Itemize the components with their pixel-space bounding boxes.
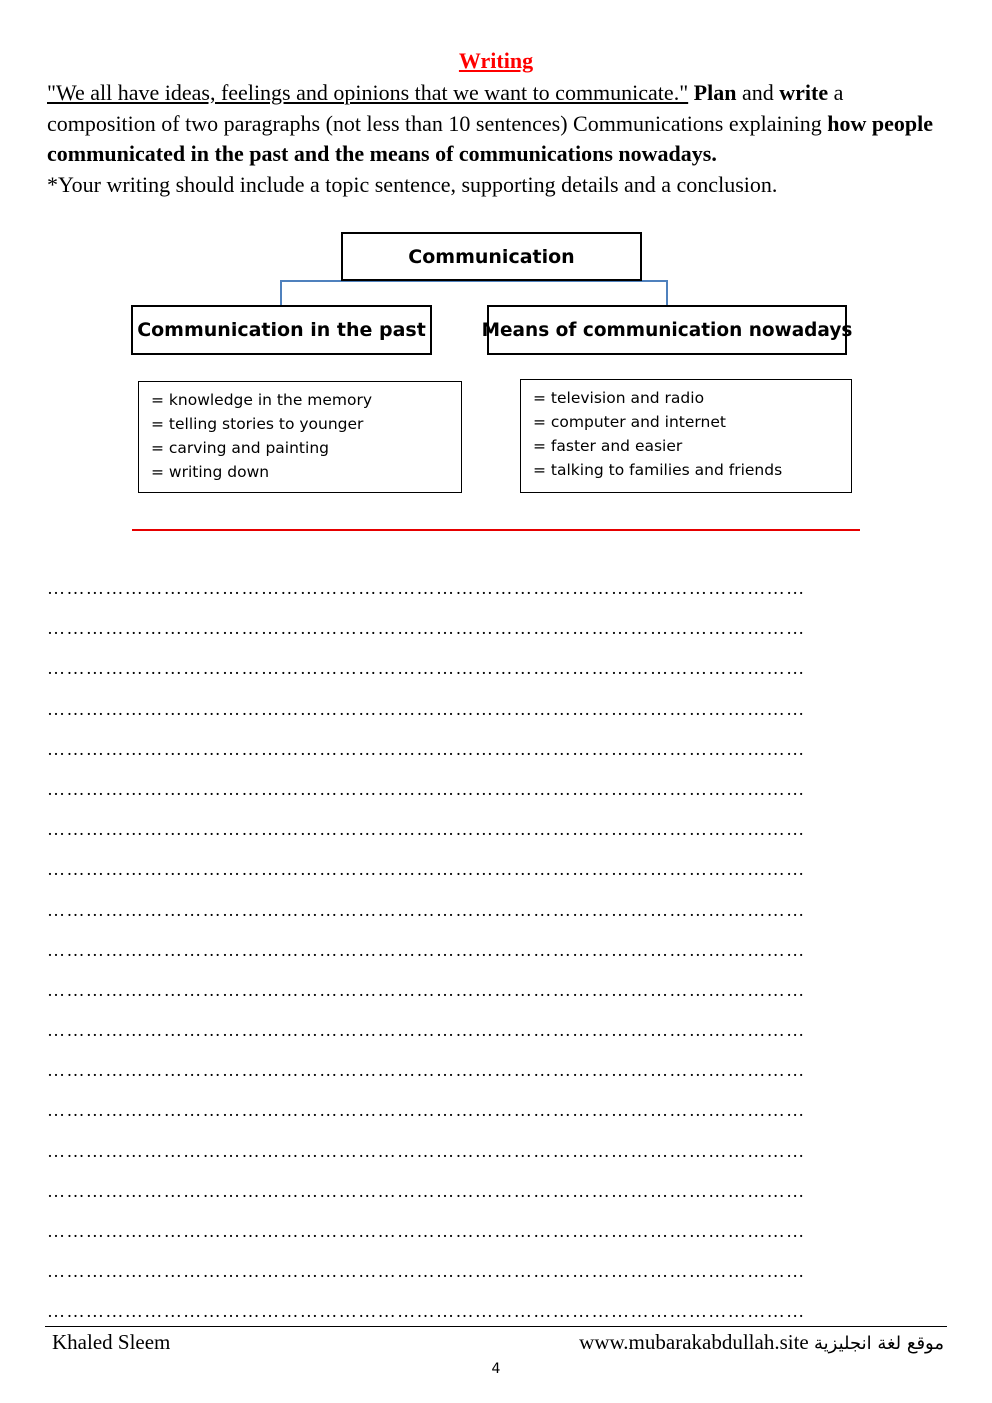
writing-line[interactable]: ……………………………………………………………………………………………………… [47, 1221, 806, 1241]
writing-line[interactable]: ……………………………………………………………………………………………………… [47, 738, 806, 759]
writing-line[interactable]: ……………………………………………………………………………………………………… [47, 899, 806, 920]
page-number: 4 [491, 1361, 501, 1377]
writing-line[interactable]: ……………………………………………………………………………………………………… [47, 618, 806, 639]
connector-line [281, 281, 667, 305]
diagram-past-box [131, 305, 432, 355]
writing-line[interactable]: ……………………………………………………………………………………………………… [47, 1100, 806, 1121]
list-item: = knowledge in the memory [151, 391, 373, 409]
writing-line[interactable]: ……………………………………………………………………………………………………… [47, 939, 806, 960]
plan-word: Plan [693, 80, 737, 105]
list-item: = writing down [151, 463, 270, 481]
list-item: = telling stories to younger [151, 415, 364, 433]
writing-line[interactable]: ……………………………………………………………………………………………………… [47, 1020, 806, 1041]
writing-line[interactable]: ……………………………………………………………………………………………………… [47, 1140, 806, 1161]
list-item: = computer and internet [533, 413, 726, 431]
instructions-middle: composition of two paragraphs (not less than 10 sentences) Communications explaining [47, 110, 822, 136]
writing-line[interactable]: ……………………………………………………………………………………………………… [47, 778, 806, 799]
page-title: Writing [458, 48, 534, 73]
footer-rule [45, 1326, 947, 1327]
writing-line[interactable]: ……………………………………………………………………………………………………… [47, 658, 806, 679]
writing-line[interactable]: ……………………………………………………………………………………………………… [47, 698, 806, 719]
diagram-main-box [341, 232, 642, 281]
diagram-now-label: Means of communication nowadays [481, 319, 853, 341]
footer-site-url: www.mubarakabdullah.site [579, 1330, 809, 1354]
now-list-box [520, 379, 852, 493]
red-divider [132, 529, 860, 531]
list-item: = television and radio [533, 389, 705, 407]
list-item: = carving and painting [151, 439, 329, 457]
footer-author: Khaled Sleem [52, 1330, 171, 1354]
and-word: and [741, 80, 774, 105]
diagram-past-label: Communication in the past [137, 319, 426, 341]
writing-line[interactable]: ……………………………………………………………………………………………………… [47, 578, 806, 598]
writing-line[interactable]: ……………………………………………………………………………………………………… [47, 1060, 806, 1081]
writing-line[interactable]: ……………………………………………………………………………………………………… [47, 859, 806, 880]
instructions-note: *Your writing should include a topic sentence, supporting details and a conclusion. [47, 171, 778, 197]
list-item: = faster and easier [533, 437, 683, 455]
writing-line[interactable]: ……………………………………………………………………………………………………… [47, 1261, 806, 1282]
writing-area[interactable] [47, 568, 942, 1332]
past-list-box [138, 381, 462, 493]
instructions-bold-end: how people communicated in the past and the means of communications nowadays. [47, 110, 933, 166]
quote: "We all have ideas, feelings and opinions that we want to communicate." [47, 80, 689, 105]
writing-line[interactable]: ……………………………………………………………………………………………………… [47, 1180, 806, 1201]
diagram-main-label: Communication [408, 245, 575, 268]
list-item: = talking to families and friends [533, 461, 783, 479]
footer-site [579, 1330, 944, 1355]
writing-line[interactable]: ……………………………………………………………………………………………………… [47, 1301, 806, 1322]
write-word: write [779, 80, 829, 105]
a-word: a [833, 80, 844, 105]
footer-site-arabic: موقع لغة انجليزية [814, 1333, 944, 1354]
diagram-now-box [481, 305, 853, 355]
writing-line[interactable]: ……………………………………………………………………………………………………… [47, 819, 806, 840]
writing-line[interactable]: ……………………………………………………………………………………………………… [47, 979, 806, 1000]
